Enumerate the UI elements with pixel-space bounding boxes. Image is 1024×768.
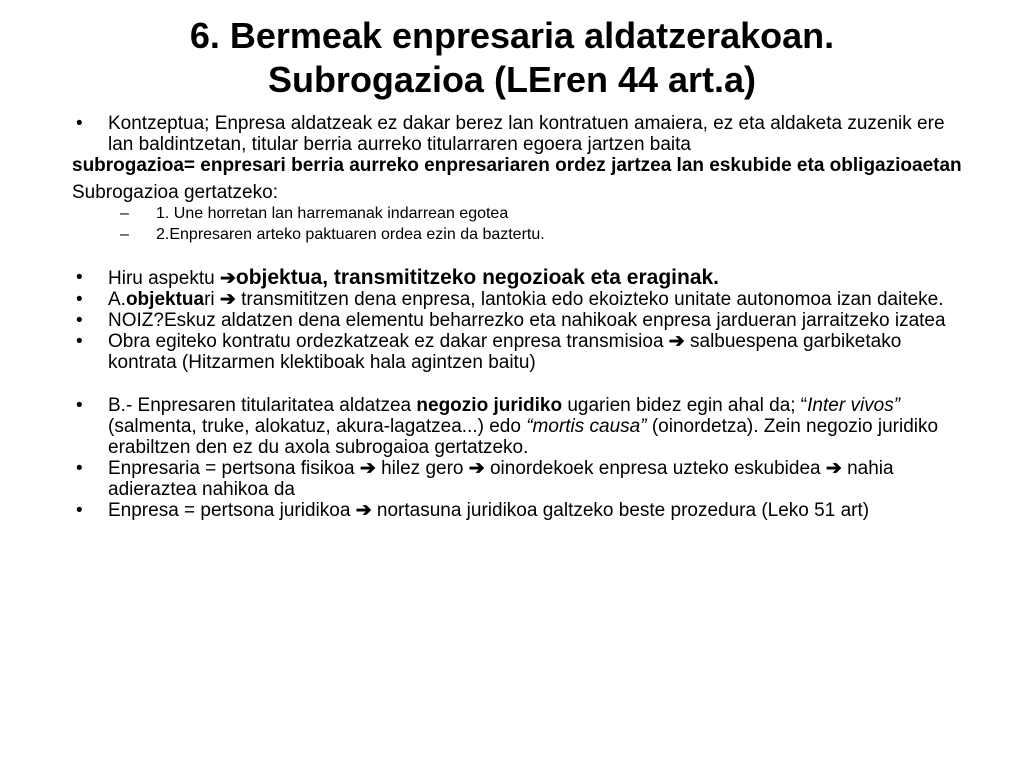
bullet-objektuari: [72, 289, 972, 310]
arrow-right-icon: ➔: [359, 458, 376, 479]
arrow-right-icon: ➔: [355, 500, 372, 521]
condition-item: [72, 224, 972, 245]
b-item-bold: negozio juridiko: [416, 395, 563, 416]
objektuari-prefix: A.: [108, 289, 126, 310]
arrow-right-icon: ➔: [668, 331, 685, 352]
condition-text: 1. Une horretan lan harremanak indarrean egotea: [156, 205, 509, 222]
title-line-1: 6. Bermeak enpresaria aldatzerakoan.: [189, 15, 835, 56]
bullet-icon: •: [76, 310, 83, 331]
condition-item: [72, 203, 972, 224]
dash-icon: –: [120, 226, 129, 243]
gertatzeko-text: Subrogazioa gertatzeko:: [72, 182, 278, 203]
bullet-icon: •: [76, 289, 83, 310]
objektuari-suffix: ri: [204, 289, 220, 310]
dash-icon: –: [120, 205, 129, 222]
objektuari-bold: objektua: [125, 289, 205, 310]
b-item-text-2: ugarien bidez egin ahal da; “: [562, 395, 808, 416]
arrow-right-icon: ➔: [468, 458, 485, 479]
arrow-right-icon: ➔: [219, 268, 236, 289]
bullet-negozio-juridiko: [72, 395, 972, 458]
slide-body: [72, 113, 972, 521]
enpresa-text-1: Enpresa = pertsona juridikoa: [108, 500, 356, 521]
slide-title: [60, 14, 964, 102]
arrow-right-icon: ➔: [219, 289, 236, 310]
bullet-enpresa: [72, 500, 972, 521]
noiz-text: NOIZ?Eskuz aldatzen dena elementu beharrezko eta nahikoak enpresa jardueran jarraitzeko izatea: [108, 310, 946, 331]
enpresaria-text-4: nahia adieraztea nahikoa da: [108, 458, 894, 500]
bullet-icon: •: [76, 267, 83, 288]
bullet-icon: •: [76, 458, 83, 479]
enpresa-text-2: nortasuna juridikoa galtzeko beste prozedura (Leko 51 art): [371, 500, 870, 521]
hiru-bold: objektua, transmititzeko negozioak eta eraginak.: [235, 266, 720, 289]
objektuari-text: transmititzen dena enpresa, lantokia edo ekoizteko unitate autonomoa izan daiteke.: [235, 289, 944, 310]
bullet-icon: •: [76, 113, 83, 134]
bullet-icon: •: [76, 395, 83, 416]
b-item-text-4: (oinordetza). Zein negozio juridiko erabiltzen den ez du axola subrogaioa gertatzeko.: [108, 416, 939, 458]
bullet-noiz: [72, 310, 972, 331]
bullet-icon: •: [76, 331, 83, 352]
subrogazioa-definition: [72, 155, 972, 176]
arrow-right-icon: ➔: [825, 458, 842, 479]
bullet-icon: •: [76, 500, 83, 521]
condition-text: 2.Enpresaren arteko paktuaren ordea ezin da baztertu.: [156, 226, 545, 243]
enpresaria-text-3: oinordekoek enpresa uzteko eskubidea: [484, 458, 826, 479]
enpresaria-text-1: Enpresaria = pertsona fisikoa: [108, 458, 360, 479]
b-item-italic-2: “mortis causa”: [526, 416, 647, 437]
b-item-text-1: B.- Enpresaren titularitatea aldatzea: [108, 395, 417, 416]
title-line-2: Subrogazioa (LEren 44 art.a): [267, 59, 757, 100]
bullet-enpresaria: [72, 458, 972, 500]
subrogazioa-definition-text: subrogazioa= enpresari berria aurreko enpresariaren ordez jartzea lan eskubide eta obligazioaetan: [72, 155, 962, 176]
hiru-prefix: Hiru aspektu: [108, 268, 220, 289]
b-item-italic-1: Inter vivos”: [807, 395, 901, 416]
gertatzeko-heading: [72, 182, 972, 203]
b-item-text-3: (salmenta, truke, alokatuz, akura-lagatzea...) edo: [108, 416, 527, 437]
bullet-hiru-aspektu: [72, 267, 972, 289]
bullet-kontzeptua: [72, 113, 972, 155]
obra-text-1: Obra egiteko kontratu ordezkatzeak ez dakar enpresa transmisioa: [108, 331, 669, 352]
bullet-obra: [72, 331, 972, 373]
kontzeptua-text: Kontzeptua; Enpresa aldatzeak ez dakar berez lan kontratuen amaiera, ez eta aldaketa zuzenik ere lan baldintzetan, titular berria aurreko titularraren egoera jartzen baita: [108, 113, 945, 155]
enpresaria-text-2: hilez gero: [375, 458, 469, 479]
obra-text-2: salbuespena garbiketako kontrata (Hitzarmen klektiboak hala agintzen baitu): [108, 331, 902, 373]
